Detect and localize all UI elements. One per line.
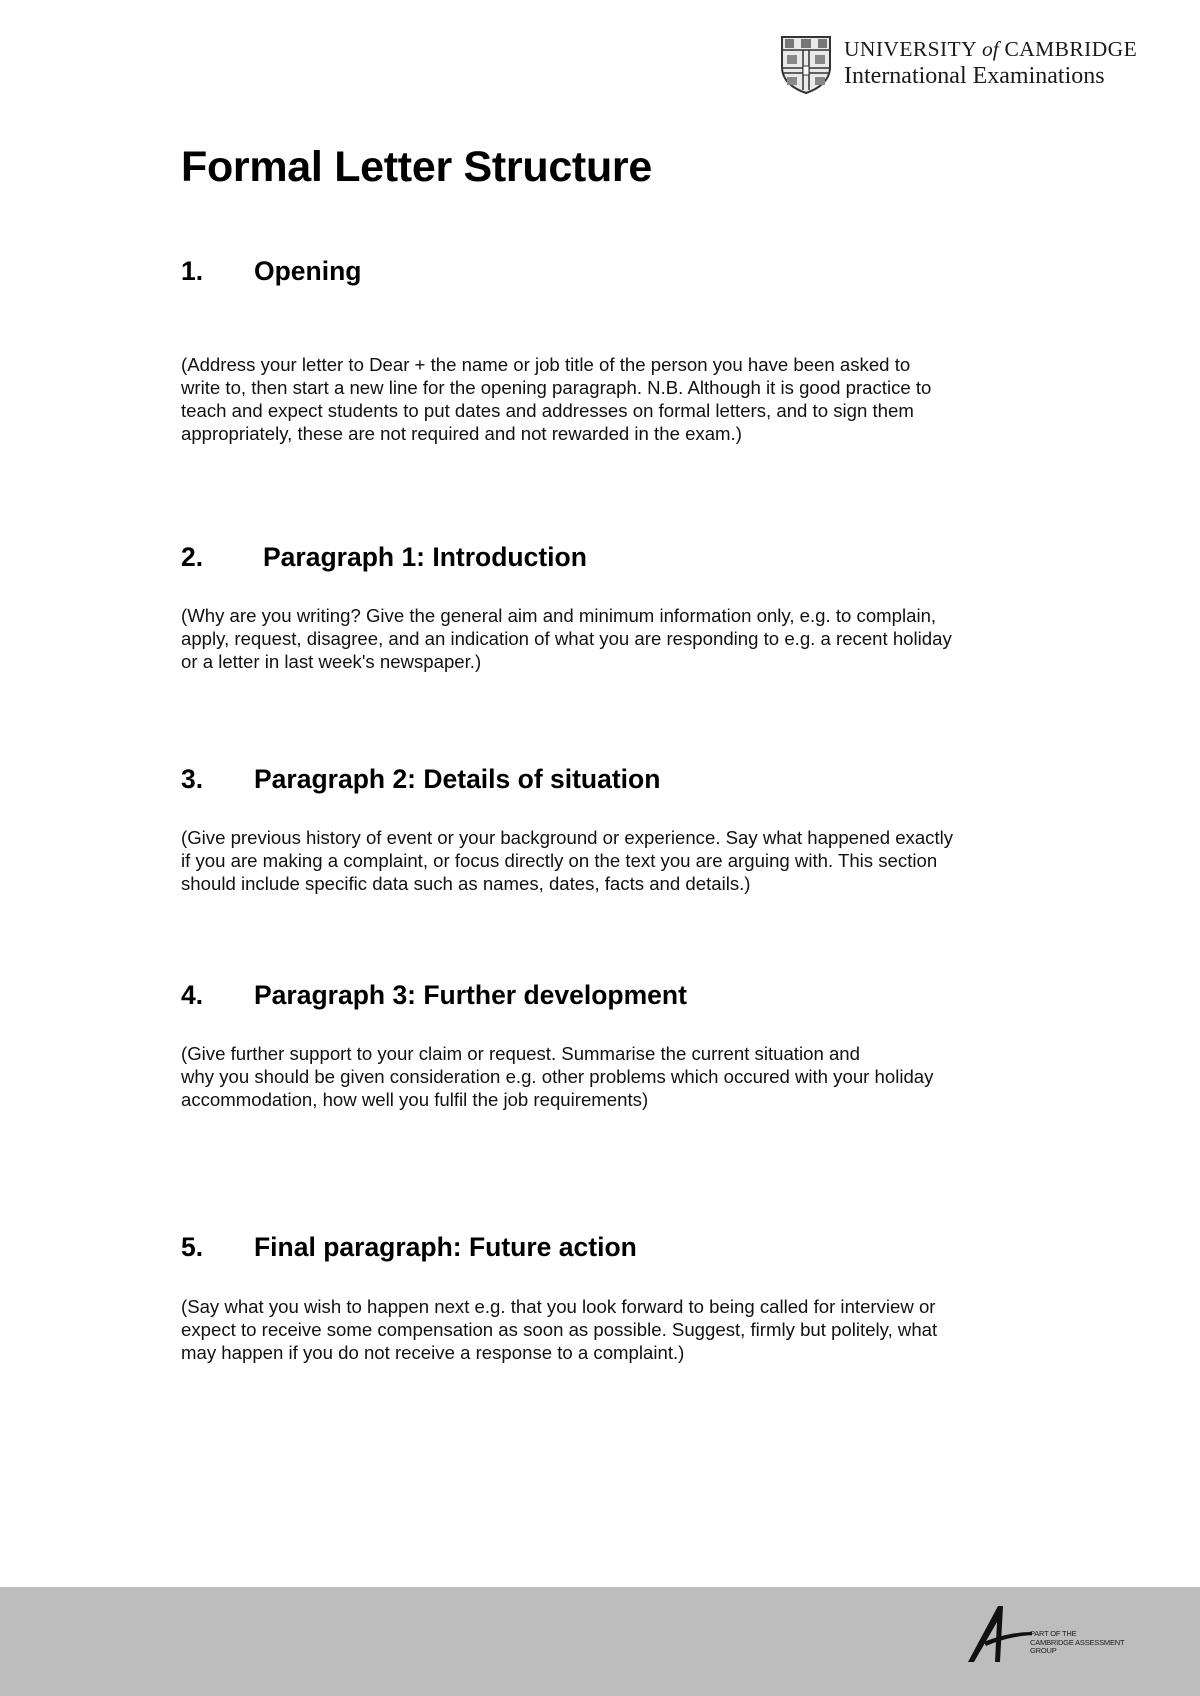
- university-crest-icon: [780, 35, 832, 95]
- section-4-title: Paragraph 3: Further development: [254, 980, 687, 1010]
- section-1-heading: [181, 256, 361, 287]
- body-line: (Why are you writing? Give the general aim and minimum information only, e.g. to complain,: [181, 605, 937, 626]
- section-5-heading: [181, 1232, 637, 1263]
- section-2-number: 2.: [181, 542, 204, 572]
- body-line: accommodation, how well you fulfil the job requirements): [181, 1089, 649, 1110]
- section-2-body: [181, 604, 1041, 673]
- university-name: [844, 37, 1137, 62]
- section-1-title: Opening: [254, 256, 362, 286]
- section-5-number: 5.: [181, 1232, 204, 1262]
- logo-text-line: PART OF THE: [1030, 1629, 1077, 1638]
- logo-text-line: CAMBRIDGE ASSESSMENT: [1030, 1637, 1125, 1647]
- university-name-suffix: CAMBRIDGE: [1004, 37, 1138, 61]
- section-4-body: [181, 1042, 1041, 1111]
- section-4-number: 4.: [181, 980, 204, 1010]
- section-2-title: Paragraph 1: Introduction: [263, 542, 587, 572]
- section-3-title: Paragraph 2: Details of situation: [254, 764, 661, 794]
- university-name-of: of: [981, 37, 999, 61]
- university-logo: [780, 35, 1160, 97]
- body-line: (Give previous history of event or your background or experience. Say what happened exactly: [181, 827, 954, 848]
- body-line: write to, then start a new line for the opening paragraph. N.B. Although it is good practice to: [181, 377, 932, 398]
- section-4-heading: [181, 980, 687, 1011]
- body-line: apply, request, disagree, and an indication of what you are responding to e.g. a recent holiday: [181, 628, 952, 649]
- section-3-heading: [181, 764, 660, 795]
- section-3-body: [181, 826, 1041, 895]
- cambridge-assessment-logo-text: [1030, 1630, 1124, 1656]
- body-line: if you are making a complaint, or focus directly on the text you are arguing with. This section: [181, 850, 938, 871]
- logo-text-line: GROUP: [1030, 1646, 1057, 1655]
- body-line: should include specific data such as names, dates, facts and details.): [181, 873, 751, 894]
- page-title: Formal Letter Structure: [181, 143, 652, 191]
- section-1-body: [181, 353, 1041, 445]
- section-3-number: 3.: [181, 764, 204, 794]
- body-line: may happen if you do not receive a response to a complaint.): [181, 1342, 685, 1363]
- university-name-prefix: UNIVERSITY: [844, 37, 977, 61]
- body-line: (Give further support to your claim or request. Summarise the current situation and: [181, 1043, 860, 1064]
- body-line: expect to receive some compensation as soon as possible. Suggest, firmly but politely, what: [181, 1319, 938, 1340]
- section-5-title: Final paragraph: Future action: [254, 1232, 637, 1262]
- body-line: appropriately, these are not required and not rewarded in the exam.): [181, 423, 742, 444]
- cambridge-assessment-logo-icon: [964, 1602, 1034, 1666]
- university-subtitle: International Examinations: [844, 63, 1105, 89]
- body-line: (Address your letter to Dear + the name or job title of the person you have been asked to: [181, 354, 911, 375]
- section-5-body: [181, 1295, 1041, 1364]
- section-1-number: 1.: [181, 256, 204, 286]
- body-line: why you should be given consideration e.g. other problems which occured with your holiday: [181, 1066, 934, 1087]
- section-2-heading: [181, 542, 587, 573]
- body-line: teach and expect students to put dates and addresses on formal letters, and to sign them: [181, 400, 914, 421]
- body-line: (Say what you wish to happen next e.g. that you look forward to being called for interview or: [181, 1296, 936, 1317]
- body-line: or a letter in last week's newspaper.): [181, 651, 482, 672]
